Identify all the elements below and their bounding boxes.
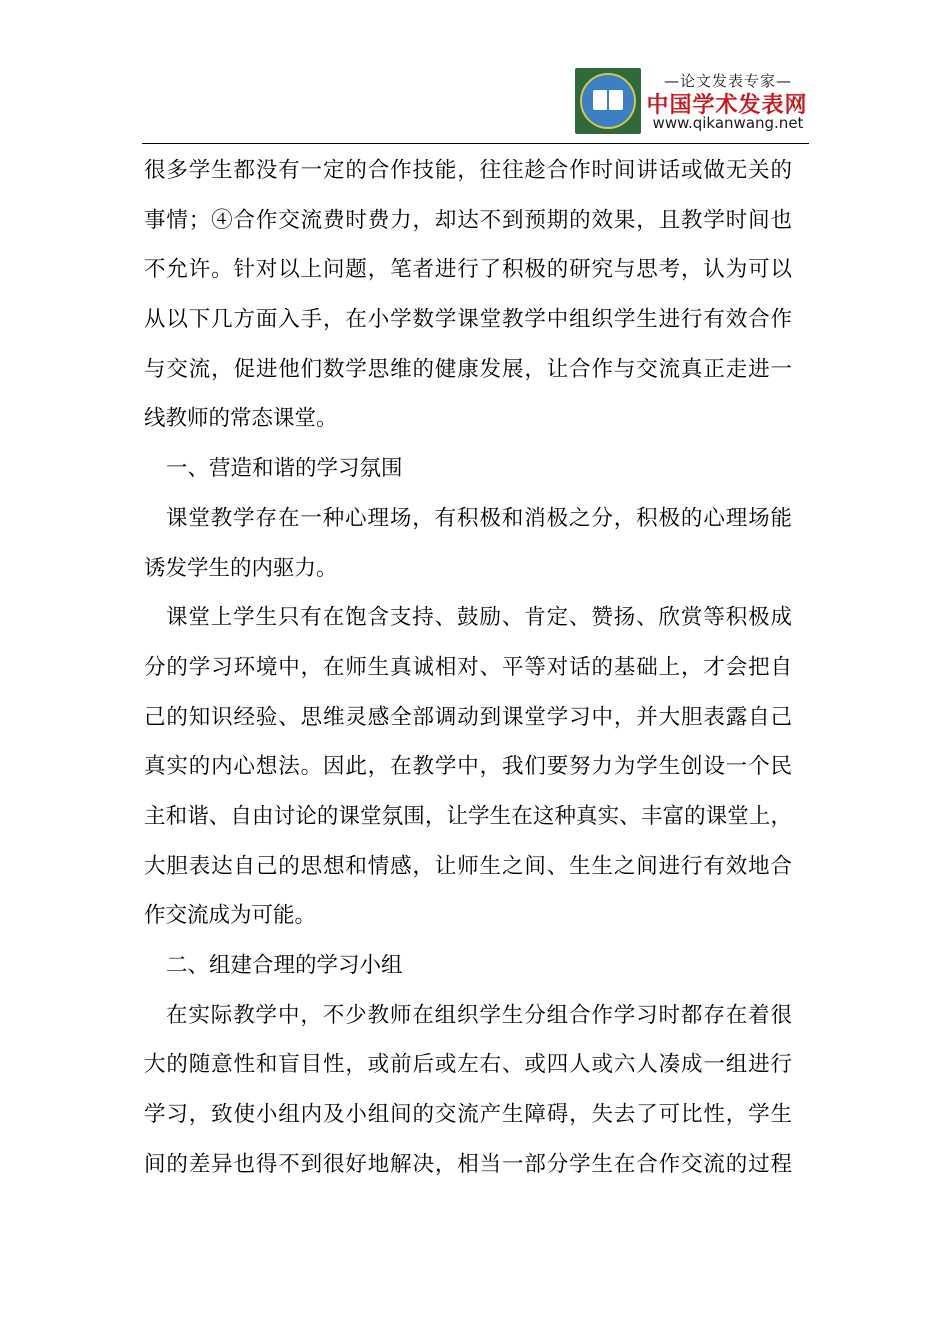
header-rule: [142, 143, 809, 144]
text-line: 不允许。针对以上问题，笔者进行了积极的研究与思考，认为可以: [144, 257, 792, 283]
text-line: 大胆表达自己的思想和情感，让师生之间、生生之间进行有效地合: [144, 853, 792, 879]
text-line: 诱发学生的内驱力。: [144, 555, 338, 581]
text-line: 课堂上学生只有在饱含支持、鼓励、肯定、赞扬、欣赏等积极成: [166, 605, 792, 631]
logo-tagline: —论文发表专家—: [663, 72, 792, 90]
publisher-logo[interactable]: [575, 68, 809, 134]
text-line: 线教师的常态课堂。: [144, 406, 338, 432]
text-line: 真实的内心想法。因此，在教学中，我们要努力为学生创设一个民: [144, 754, 792, 780]
text-line: 分的学习环境中，在师生真诚相对、平等对话的基础上，才会把自: [144, 654, 792, 680]
text-line: 很多学生都没有一定的合作技能，往往趁合作时间讲话或做无关的: [144, 158, 792, 183]
text-line: 学习，致使小组内及小组间的交流产生障碍，失去了可比性，学生: [144, 1102, 792, 1128]
text-line: 事情；④合作交流费时费力，却达不到预期的效果，且教学时间也: [144, 207, 792, 233]
book-seal-icon: [575, 68, 641, 134]
logo-url: www.qikanwang.net: [652, 114, 804, 132]
text-line: 己的知识经验、思维灵感全部调动到课堂学习中，并大胆表露自己: [144, 704, 792, 730]
text-line: 作交流成为可能。: [144, 903, 317, 929]
text-line: 与交流，促进他们数学思维的健康发展，让合作与交流真正走进一: [144, 356, 792, 382]
text-line: 课堂教学存在一种心理场，有积极和消极之分，积极的心理场能: [166, 505, 792, 531]
body-text: [144, 146, 792, 1189]
text-line: 从以下几方面入手，在小学数学课堂教学中组织学生进行有效合作: [144, 307, 792, 333]
text-line: 主和谐、自由讨论的课堂氛围，让学生在这种真实、丰富的课堂上，: [144, 803, 792, 829]
logo-brand: 中国学术发表网: [646, 93, 808, 118]
text-line: 在实际教学中，不少教师在组织学生分组合作学习时都存在着很: [166, 1002, 792, 1028]
text-line: 大的随意性和盲目性，或前后或左右、或四人或六人凑成一组进行: [144, 1052, 792, 1078]
section-heading: 一、营造和谐的学习氛围: [166, 456, 403, 482]
section-heading: 二、组建合理的学习小组: [166, 953, 403, 978]
text-line: 间的差异也得不到很好地解决，相当一部分学生在合作交流的过程: [144, 1151, 792, 1177]
